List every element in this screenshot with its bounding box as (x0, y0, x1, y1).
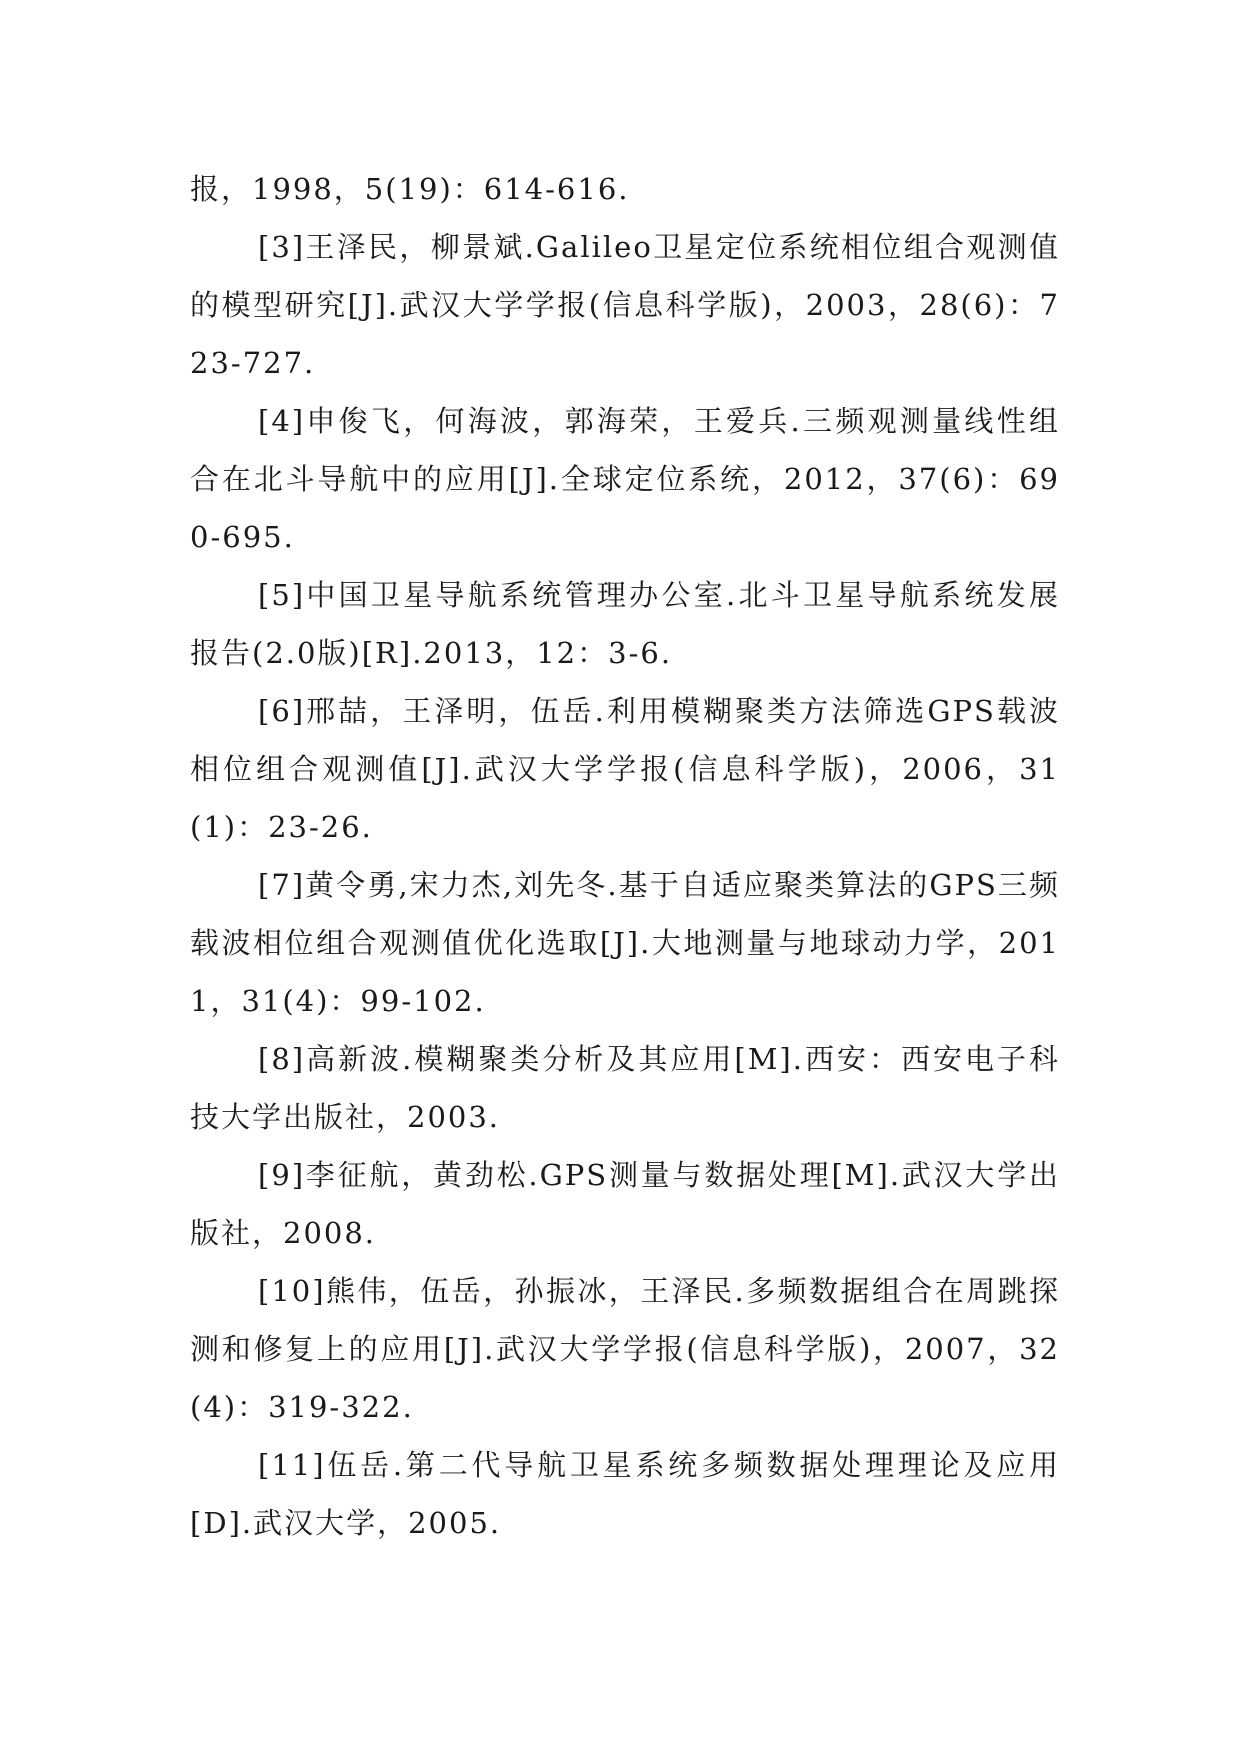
reference-list (190, 160, 1060, 1552)
reference-item-7: [7]黄令勇,宋力杰,刘先冬.基于自适应聚类算法的GPS三频载波相位组合观测值优化选取[J].大地测量与地球动力学，2011，31(4)：99-102. (190, 868, 1060, 1018)
reference-item-8: [8]高新波.模糊聚类分析及其应用[M].西安：西安电子科技大学出版社，2003. (190, 1042, 1060, 1134)
reference-item-4: [4]申俊飞，何海波，郭海荣，王爱兵.三频观测量线性组合在北斗导航中的应用[J].全球定位系统，2012，37(6)：690-695. (190, 404, 1060, 554)
reference-continuation: 报，1998，5(19)：614-616. (190, 172, 630, 206)
reference-item-6: [6]邢喆，王泽明，伍岳.利用模糊聚类方法筛选GPS载波相位组合观测值[J].武汉大学学报(信息科学版)，2006，31(1)：23-26. (190, 694, 1060, 844)
reference-item-10: [10]熊伟，伍岳，孙振冰，王泽民.多频数据组合在周跳探测和修复上的应用[J].武汉大学学报(信息科学版)，2007，32(4)：319-322. (190, 1274, 1060, 1424)
reference-item-5: [5]中国卫星导航系统管理办公室.北斗卫星导航系统发展报告(2.0版)[R].2013，12：3-6. (190, 578, 1060, 670)
reference-item-3: [3]王泽民，柳景斌.Galileo卫星定位系统相位组合观测值的模型研究[J].武汉大学学报(信息科学版)，2003，28(6)：723-727. (190, 230, 1060, 380)
reference-item-11: [11]伍岳.第二代导航卫星系统多频数据处理理论及应用[D].武汉大学，2005. (190, 1448, 1060, 1540)
reference-item-9: [9]李征航，黄劲松.GPS测量与数据处理[M].武汉大学出版社，2008. (190, 1158, 1060, 1250)
